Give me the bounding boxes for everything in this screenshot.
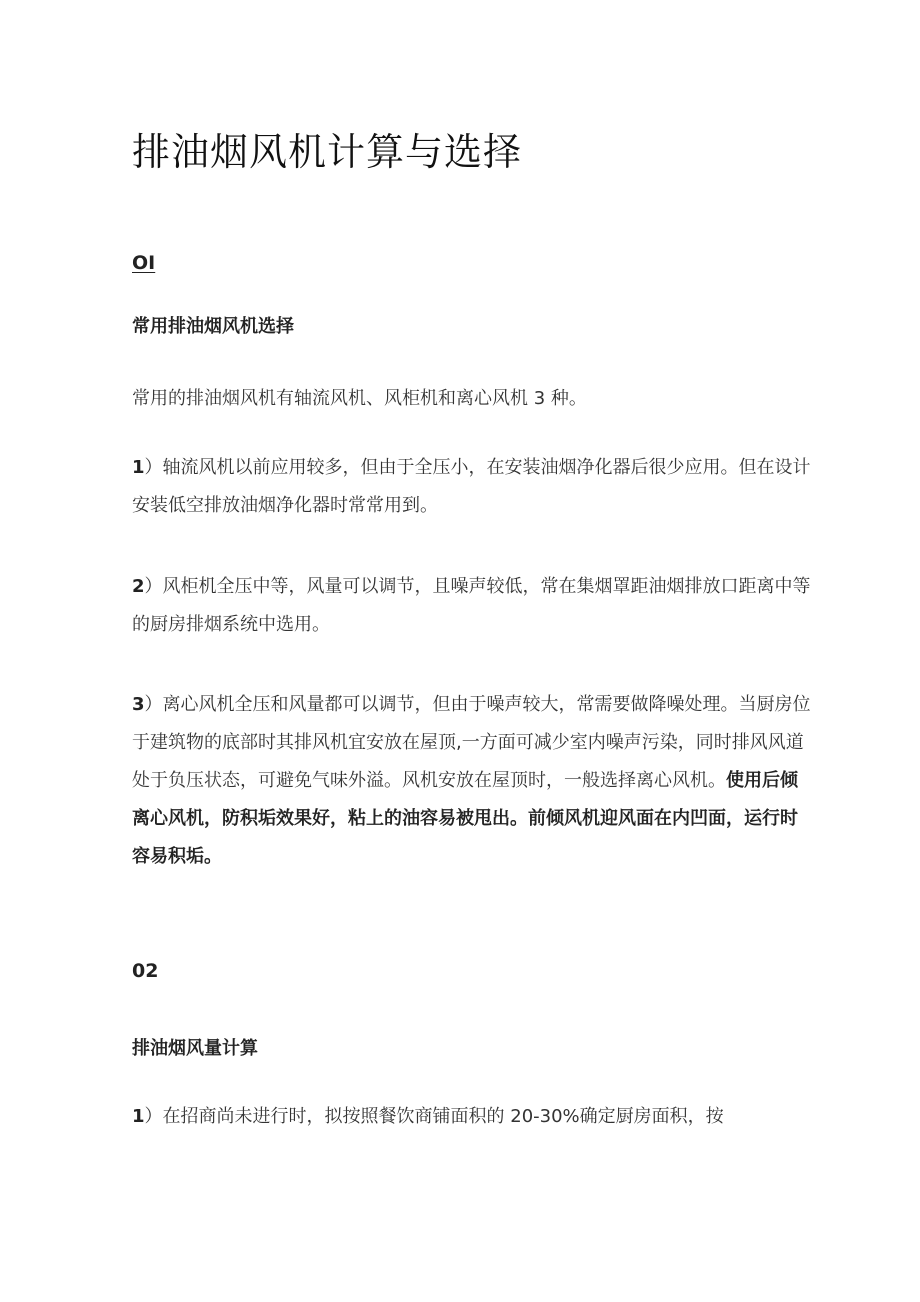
- item-text: ）风柜机全压中等，风量可以调节，且噪声较低，常在集烟罩距油烟排放口距离中等的厨房排烟系统中选用。: [132, 576, 811, 635]
- section-2-number: 02: [132, 960, 159, 982]
- item-text: ）在招商尚未进行时，拟按照餐饮商铺面积的 20-30%确定厨房面积，按: [144, 1106, 724, 1127]
- page-title: 排油烟风机计算与选择: [132, 130, 523, 174]
- section-1-intro: 常用的排油烟风机有轴流风机、风柜机和离心风机 3 种。: [132, 388, 587, 409]
- section-2-item-1: [132, 1098, 812, 1136]
- item-number: 1: [132, 457, 145, 478]
- item-text: ）离心风机全压和风量都可以调节，但由于噪声较大，常需要做降噪处理。当厨房位于建筑物的底部时其排风机宜安放在屋顶,一方面可减少室内噪声污染，同时排风风道处于负压状态，可避免气味外溢。风机安放在屋顶时，一般选择离心风机。: [132, 694, 811, 791]
- item-number: 1: [132, 1106, 145, 1127]
- section-1-item-3: [132, 686, 812, 876]
- section-1-item-1: [132, 449, 812, 525]
- section-2-heading: 排油烟风量计算: [132, 1038, 258, 1059]
- item-text: ）轴流风机以前应用较多，但由于全压小，在安装油烟净化器后很少应用。但在设计安装低空排放油烟净化器时常常用到。: [132, 457, 811, 516]
- section-1-item-2: [132, 568, 812, 644]
- item-bold-text: 使用后倾离心风机，防积垢效果好，粘上的油容易被甩出。前倾风机迎风面在内凹面，运行时容易积垢。: [132, 770, 798, 867]
- section-1-heading: 常用排油烟风机选择: [132, 316, 294, 337]
- item-number: 2: [132, 576, 145, 597]
- section-1-number: OI: [132, 252, 156, 274]
- item-number: 3: [132, 694, 145, 715]
